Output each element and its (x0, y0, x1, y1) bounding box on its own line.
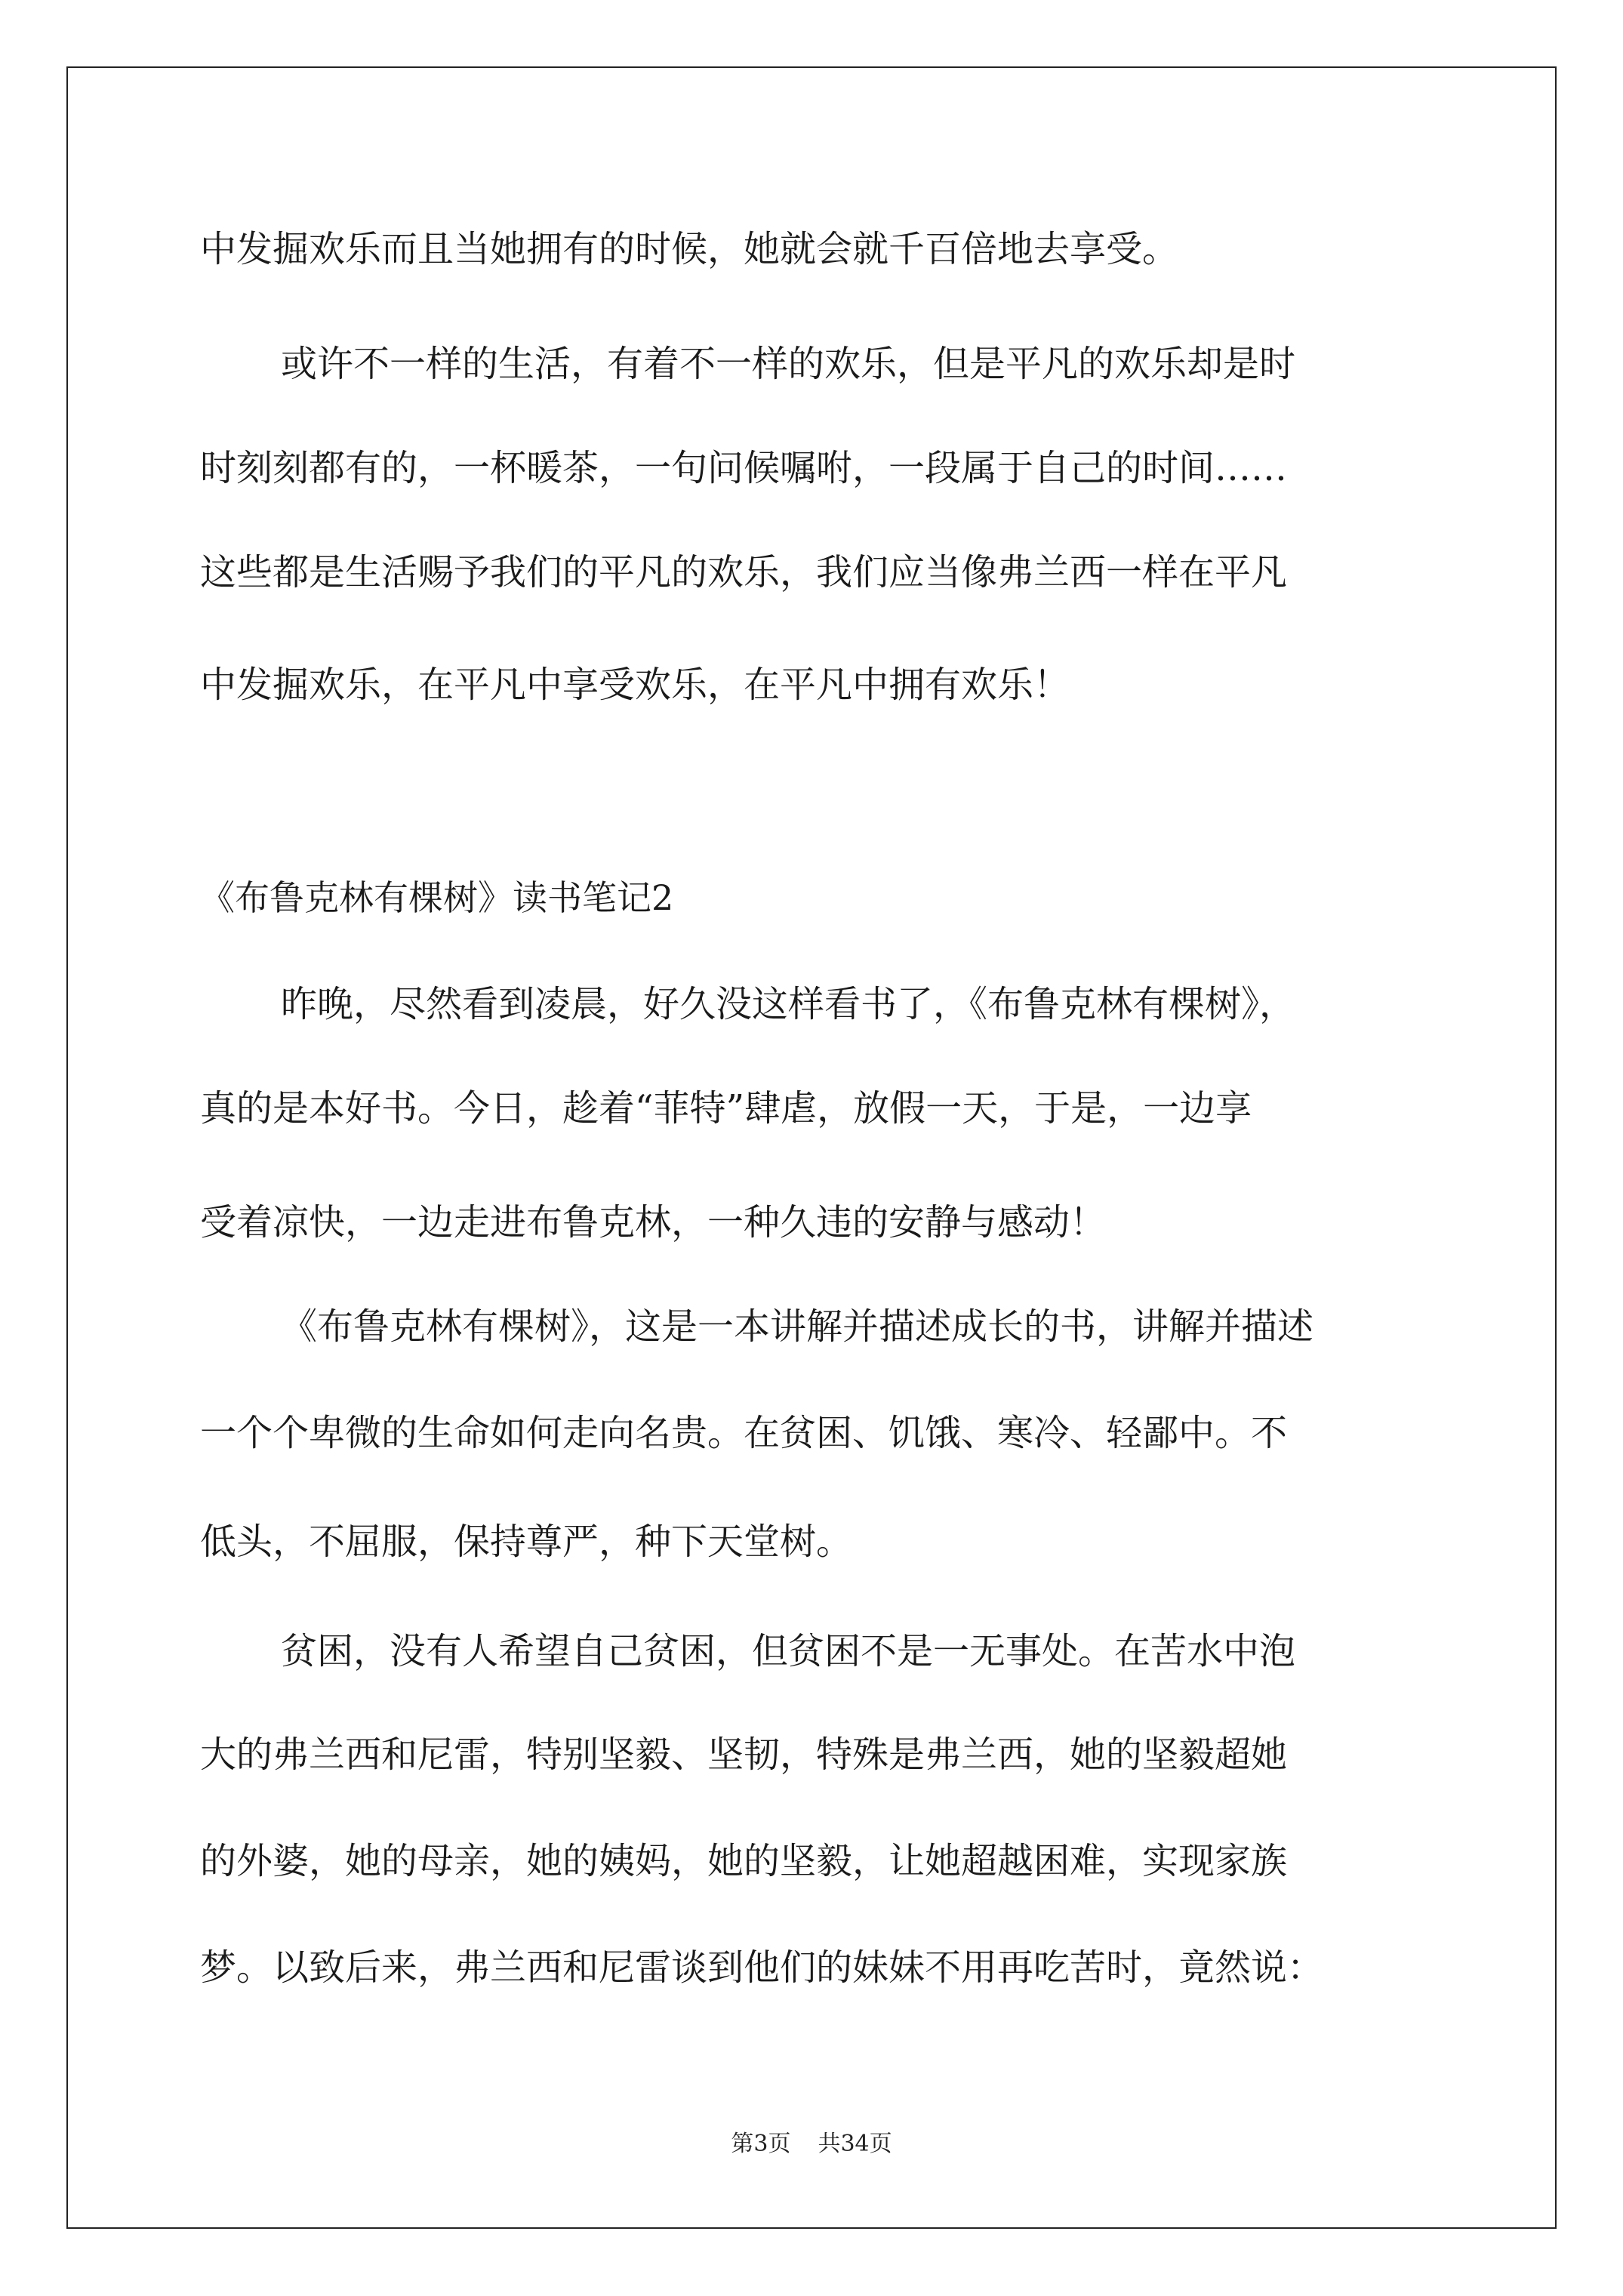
body-text-line: 或许不一样的生活，有着不一样的欢乐，但是平凡的欢乐却是时 (281, 343, 1296, 385)
body-text-line: 中发掘欢乐，在平凡中享受欢乐，在平凡中拥有欢乐！ (200, 664, 1070, 706)
page-total: 共34页 (818, 2131, 892, 2157)
body-text-line: 大的弗兰西和尼雷，特别坚毅、坚韧，特殊是弗兰西，她的坚毅超她 (200, 1734, 1288, 1776)
page-number: 第3页 (731, 2131, 791, 2157)
body-text-line: 《布鲁克林有棵树》，这是一本讲解并描述成长的书，讲解并描述 (281, 1305, 1314, 1348)
body-text-line: 低头，不屈服，保持尊严，种下天堂树。 (200, 1521, 853, 1563)
page-footer (0, 2129, 1623, 2159)
page-border (66, 66, 1557, 2229)
body-text-line: 一个个卑微的生命如何走向名贵。在贫困、饥饿、寒冷、轻鄙中。不 (200, 1412, 1288, 1454)
body-text-line: 中发掘欢乐而且当她拥有的时候，她就会就千百倍地去享受。 (200, 228, 1179, 270)
body-text-line: 受着凉快，一边走进布鲁克林，一种久违的安静与感动！ (200, 1201, 1107, 1244)
body-text-line: 昨晚，尽然看到凌晨，好久没这样看书了，《布鲁克林有棵树》， (281, 983, 1296, 1025)
body-text-line: 贫困，没有人希望自己贫困，但贫困不是一无事处。在苦水中泡 (281, 1630, 1296, 1672)
body-text-line: 这些都是生活赐予我们的平凡的欢乐，我们应当像弗兰西一样在平凡 (200, 551, 1288, 593)
body-text-line: 的外婆，她的母亲，她的姨妈，她的坚毅，让她超越困难，实现家族 (200, 1840, 1288, 1882)
body-text-line: 梦。以致后来，弗兰西和尼雷谈到他们的妹妹不用再吃苦时，竟然说： (200, 1946, 1324, 1989)
body-text-line: 时刻刻都有的，一杯暖茶，一句问候嘱咐，一段属于自己的时间…… (200, 447, 1288, 489)
body-text-line: 真的是本好书。今日，趁着“菲特”肆虐，放假一天，于是，一边享 (200, 1087, 1252, 1130)
section-heading: 《布鲁克林有棵树》读书笔记2 (200, 877, 674, 918)
